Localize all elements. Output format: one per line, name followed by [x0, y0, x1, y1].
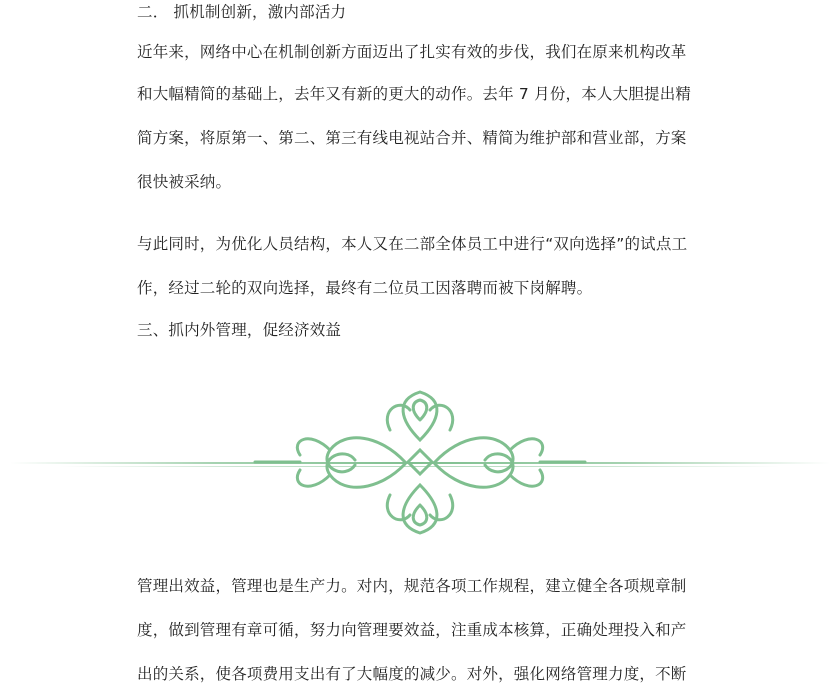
paragraph-line: 和大幅精简的基础上，去年又有新的更大的动作。去年 7 月份，本人大胆提出精	[137, 85, 692, 103]
paragraph-line: 作，经过二轮的双向选择，最终有二位员工因落聘而被下岗解聘。	[137, 279, 593, 297]
section3-heading: 三、抓内外管理，促经济效益	[137, 321, 342, 339]
paragraph-line: 出的关系，使各项费用支出有了大幅度的减少。对外，强化网络管理力度，不断	[137, 665, 687, 683]
paragraph-line: 简方案，将原第一、第二、第三有线电视站合并、精简为维护部和营业部，方案	[137, 129, 687, 147]
paragraph-line: 管理出效益，管理也是生产力。对内，规范各项工作规程，建立健全各项规章制	[137, 577, 687, 595]
paragraph-line: 度，做到管理有章可循，努力向管理要效益，注重成本核算，正确处理投入和产	[137, 621, 687, 639]
paragraph-line: 与此同时，为优化人员结构，本人又在二部全体员工中进行“双向选择”的试点工	[137, 235, 688, 253]
divider-rule-thin	[60, 466, 780, 467]
paragraph-line: 近年来，网络中心在机制创新方面迈出了扎实有效的步伐，我们在原来机构改革	[137, 43, 687, 61]
paragraph-line: 很快被采纳。	[137, 173, 232, 191]
ornamental-divider	[0, 380, 840, 550]
section2-heading: 二． 抓机制创新，激内部活力	[137, 3, 347, 21]
divider-rule	[10, 462, 830, 464]
